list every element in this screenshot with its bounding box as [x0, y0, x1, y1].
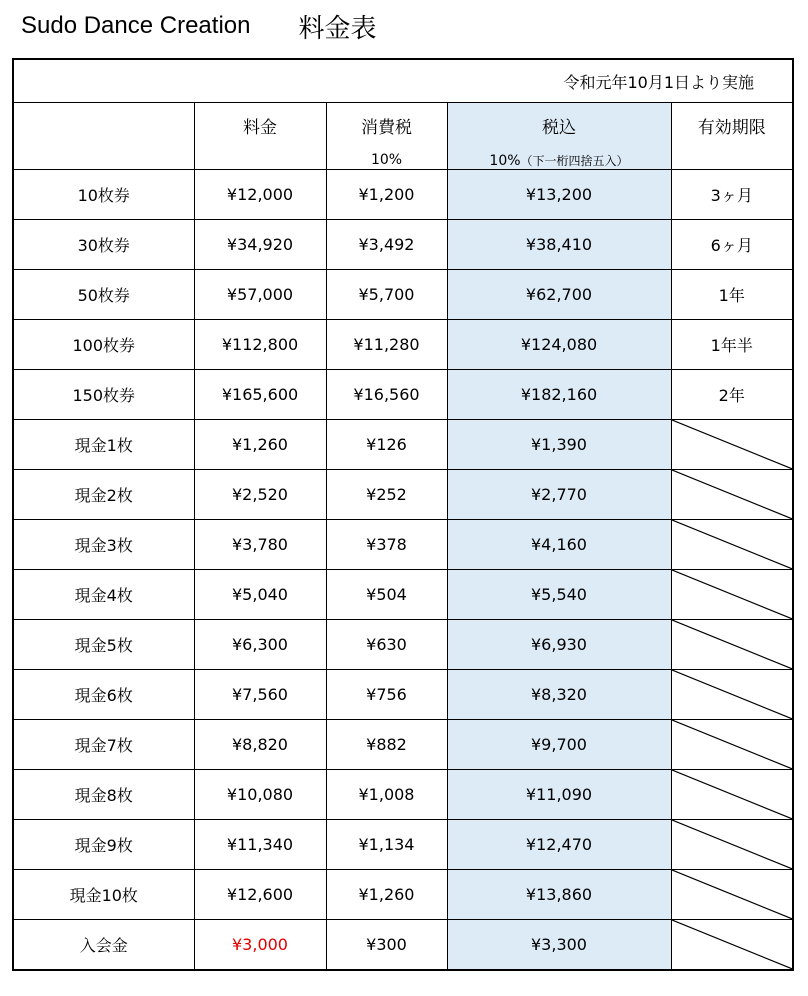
row-name: 現金1枚 [13, 420, 194, 470]
row-tax: ¥630 [326, 620, 447, 670]
row-fee: ¥10,080 [194, 770, 326, 820]
diagonal-slash-icon [672, 620, 793, 669]
table-row [13, 470, 793, 520]
row-name: 現金2枚 [13, 470, 194, 520]
header-incl-note: （下一桁四捨五入） [520, 154, 629, 168]
row-fee: ¥12,600 [194, 870, 326, 920]
row-incl: ¥2,770 [447, 470, 671, 520]
row-tax: ¥504 [326, 570, 447, 620]
row-incl: ¥12,470 [447, 820, 671, 870]
table-row [13, 720, 793, 770]
row-validity: 1年半 [671, 320, 793, 370]
row-tax: ¥300 [326, 920, 447, 971]
diagonal-slash-icon [672, 770, 793, 819]
document-title [21, 6, 377, 46]
row-validity-empty [671, 520, 793, 570]
row-tax: ¥756 [326, 670, 447, 720]
row-validity: 3ヶ月 [671, 170, 793, 220]
row-validity-empty [671, 920, 793, 971]
row-incl: ¥13,860 [447, 870, 671, 920]
table-row [13, 620, 793, 670]
diagonal-slash-icon [672, 870, 793, 919]
row-tax: ¥378 [326, 520, 447, 570]
row-incl: ¥182,160 [447, 370, 671, 420]
row-fee: ¥5,040 [194, 570, 326, 620]
table-row [13, 670, 793, 720]
header-fee-label: 料金 [243, 118, 277, 138]
row-name: 現金4枚 [13, 570, 194, 620]
row-validity-empty [671, 870, 793, 920]
row-incl: ¥6,930 [447, 620, 671, 670]
row-incl: ¥3,300 [447, 920, 671, 971]
row-validity-empty [671, 420, 793, 470]
header-incl-sub [448, 152, 671, 169]
row-fee: ¥2,520 [194, 470, 326, 520]
row-fee: ¥8,820 [194, 720, 326, 770]
diagonal-slash-icon [672, 720, 793, 769]
table-row [13, 420, 793, 470]
row-name: 現金9枚 [13, 820, 194, 870]
row-incl: ¥38,410 [447, 220, 671, 270]
row-incl: ¥1,390 [447, 420, 671, 470]
row-validity-empty [671, 820, 793, 870]
row-tax: ¥1,260 [326, 870, 447, 920]
row-validity-empty [671, 670, 793, 720]
effective-date-row [13, 59, 793, 103]
table-row [13, 820, 793, 870]
row-fee: ¥34,920 [194, 220, 326, 270]
header-item [13, 103, 194, 170]
row-name: 現金5枚 [13, 620, 194, 670]
row-incl: ¥13,200 [447, 170, 671, 220]
table-row [13, 870, 793, 920]
diagonal-slash-icon [672, 920, 793, 969]
row-fee: ¥11,340 [194, 820, 326, 870]
table-row [13, 320, 793, 370]
row-name: 30枚券 [13, 220, 194, 270]
header-validity [671, 103, 793, 170]
row-name: 10枚券 [13, 170, 194, 220]
row-fee: ¥7,560 [194, 670, 326, 720]
row-tax: ¥126 [326, 420, 447, 470]
row-validity-empty [671, 770, 793, 820]
row-name: 現金6枚 [13, 670, 194, 720]
row-tax: ¥16,560 [326, 370, 447, 420]
row-incl: ¥5,540 [447, 570, 671, 620]
row-validity: 1年 [671, 270, 793, 320]
header-incl-rate: 10% [489, 153, 521, 169]
table-row [13, 520, 793, 570]
header-incl-label: 税込 [542, 118, 576, 138]
row-name: 現金8枚 [13, 770, 194, 820]
row-validity-empty [671, 570, 793, 620]
row-incl: ¥4,160 [447, 520, 671, 570]
diagonal-slash-icon [672, 420, 793, 469]
row-tax: ¥882 [326, 720, 447, 770]
row-tax: ¥1,008 [326, 770, 447, 820]
row-fee: ¥165,600 [194, 370, 326, 420]
header-incl [447, 103, 671, 170]
row-tax: ¥5,700 [326, 270, 447, 320]
header-row [13, 103, 793, 170]
row-incl: ¥124,080 [447, 320, 671, 370]
diagonal-slash-icon [672, 670, 793, 719]
row-fee: ¥57,000 [194, 270, 326, 320]
header-tax-rate: 10% [370, 152, 403, 168]
row-name: 現金7枚 [13, 720, 194, 770]
header-validity-label: 有効期限 [697, 118, 766, 138]
header-fee [194, 103, 326, 170]
row-tax: ¥11,280 [326, 320, 447, 370]
row-validity-empty [671, 620, 793, 670]
row-fee: ¥3,780 [194, 520, 326, 570]
row-name: 現金3枚 [13, 520, 194, 570]
table-row [13, 570, 793, 620]
row-tax: ¥252 [326, 470, 447, 520]
effective-date-note: 令和元年10月1日より実施 [13, 59, 793, 103]
table-row [13, 920, 793, 971]
row-name: 50枚券 [13, 270, 194, 320]
row-fee: ¥112,800 [194, 320, 326, 370]
row-name: 150枚券 [13, 370, 194, 420]
header-tax [326, 103, 447, 170]
row-name: 100枚券 [13, 320, 194, 370]
diagonal-slash-icon [672, 520, 793, 569]
diagonal-slash-icon [672, 570, 793, 619]
table-row [13, 370, 793, 420]
row-name: 現金10枚 [13, 870, 194, 920]
table-row [13, 220, 793, 270]
price-table [12, 58, 794, 971]
row-validity: 2年 [671, 370, 793, 420]
row-fee: ¥1,260 [194, 420, 326, 470]
row-validity-empty [671, 470, 793, 520]
row-incl: ¥9,700 [447, 720, 671, 770]
row-tax: ¥1,200 [326, 170, 447, 220]
row-fee: ¥12,000 [194, 170, 326, 220]
table-row [13, 770, 793, 820]
row-fee: ¥6,300 [194, 620, 326, 670]
row-incl: ¥11,090 [447, 770, 671, 820]
title-english: Sudo Dance Creation [21, 12, 251, 39]
row-tax: ¥3,492 [326, 220, 447, 270]
row-validity-empty [671, 720, 793, 770]
table-row [13, 170, 793, 220]
row-validity: 6ヶ月 [671, 220, 793, 270]
diagonal-slash-icon [672, 470, 793, 519]
diagonal-slash-icon [672, 820, 793, 869]
row-tax: ¥1,134 [326, 820, 447, 870]
row-fee: ¥3,000 [194, 920, 326, 971]
table-row [13, 270, 793, 320]
row-name: 入会金 [13, 920, 194, 971]
row-incl: ¥8,320 [447, 670, 671, 720]
header-tax-label: 消費税 [361, 118, 412, 138]
row-incl: ¥62,700 [447, 270, 671, 320]
title-japanese: 料金表 [298, 13, 377, 44]
